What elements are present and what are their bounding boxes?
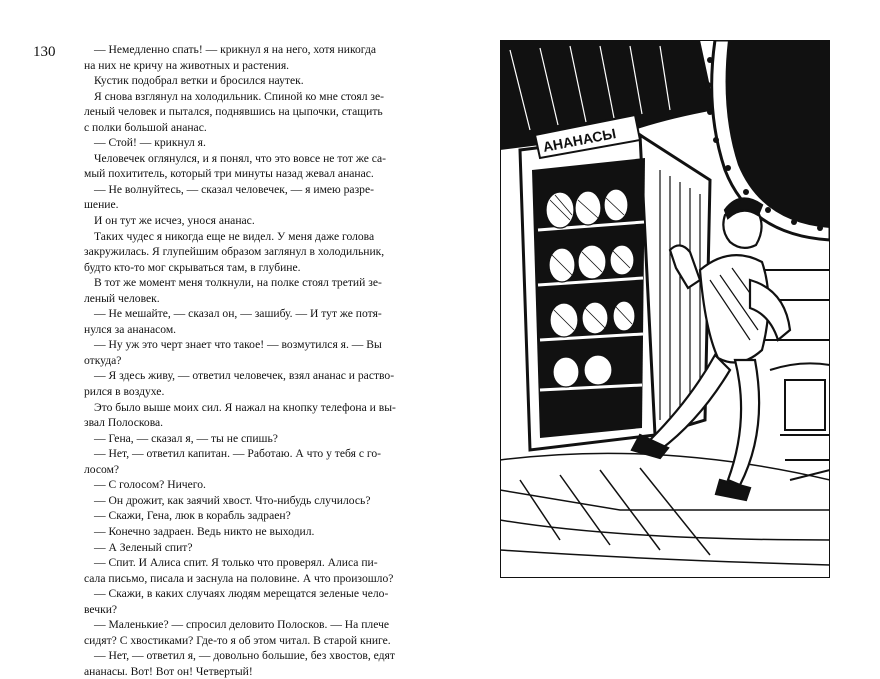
- text-line: — С голосом? Ничего.: [94, 478, 206, 492]
- text-line: Я снова взглянул на холодильник. Спиной ко мне стоял зе-: [94, 89, 384, 103]
- text-line: Кустик подобрал ветки и бросился наутек.: [94, 74, 304, 88]
- text-line: — А Зеленый спит?: [94, 540, 193, 554]
- text-line: В тот же момент меня толкнули, на полке стоял третий зе-: [94, 276, 382, 290]
- text-line: шение.: [84, 198, 119, 212]
- text-line: звал Полоскова.: [84, 416, 164, 430]
- body-text: [84, 42, 404, 679]
- text-line: рился в воздухе.: [84, 385, 165, 399]
- text-line: Таких чудес я никогда еще не видел. У меня даже голова: [94, 229, 375, 243]
- text-line: — Конечно задраен. Ведь никто не выходил.: [94, 524, 315, 538]
- text-line: леный человек и пытался, поднявшись на цыпочки, стащить: [84, 105, 383, 119]
- text-line: — Не мешайте, — сказал он, — зашибу. — И тут же потя-: [94, 307, 382, 321]
- text-line: лосом?: [84, 462, 120, 476]
- text-line: — Скажи, Гена, люк в корабль задраен?: [94, 509, 291, 523]
- text-line: нулся за ананасом.: [84, 322, 177, 336]
- text-line: Человечек оглянулся, и я понял, что это вовсе не тот же са-: [94, 151, 387, 165]
- text-line: — Спит. И Алиса спит. Я только что проверял. Алиса пи-: [94, 556, 378, 570]
- text-line: — Гена, — сказал я, — ты не спишь?: [94, 431, 278, 445]
- page-number: 130: [33, 44, 56, 60]
- text-line: — Скажи, в каких случаях людям мерещатся зеленые чело-: [94, 587, 389, 601]
- text-line: леный человек.: [84, 291, 160, 305]
- text-line: — Стой! — крикнул я.: [94, 136, 206, 150]
- text-line: на них не кричу на животных и растения.: [84, 58, 290, 72]
- illustration-drawing: [500, 40, 830, 578]
- text-line: — Маленькие? — спросил деловито Полосков. — На плече: [94, 618, 390, 632]
- text-line: сидят? С хвостиками? Где-то я об этом читал. В старой книге.: [84, 633, 391, 647]
- text-line: с полки большой ананас.: [84, 120, 207, 134]
- text-line: будто кто-то мог скрываться там, в глубине.: [84, 260, 301, 274]
- fridge-label: АНАНАСЫ: [541, 125, 618, 155]
- fridge: [520, 115, 710, 450]
- text-line: — Ну уж это черт знает что такое! — возмутился я. — Вы: [94, 338, 382, 352]
- text-line: — Нет, — ответил я, — довольно большие, без хвостов, едят: [94, 649, 395, 663]
- text-line: И он тут же исчез, унося ананас.: [94, 214, 255, 228]
- text-line: — Не волнуйтесь, — сказал человечек, — я имею разре-: [94, 182, 374, 196]
- text-line: — Немедленно спать! — крикнул я на него, хотя никогда: [94, 43, 377, 56]
- text-line: — Он дрожит, как заячий хвост. Что-нибудь случилось?: [94, 493, 371, 507]
- text-line: закружилась. Я глупейшим образом заглянул в холодильник,: [84, 245, 385, 259]
- text-line: мый похититель, который три минуты назад жевал ананас.: [84, 167, 374, 181]
- text-line: откуда?: [84, 353, 122, 367]
- text-line: — Я здесь живу, — ответил человечек, взял ананас и раство-: [94, 369, 395, 383]
- text-line: Это было выше моих сил. Я нажал на кнопку телефона и вы-: [94, 400, 396, 414]
- illustration: [500, 40, 830, 578]
- text-line: сала письмо, писала и заснула на половине. А что произошло?: [84, 571, 394, 585]
- text-line: ананасы. Вот! Вот он! Четвертый!: [84, 664, 253, 678]
- text-line: вечки?: [84, 602, 118, 616]
- text-line: — Нет, — ответил капитан. — Работаю. А что у тебя с го-: [94, 447, 381, 461]
